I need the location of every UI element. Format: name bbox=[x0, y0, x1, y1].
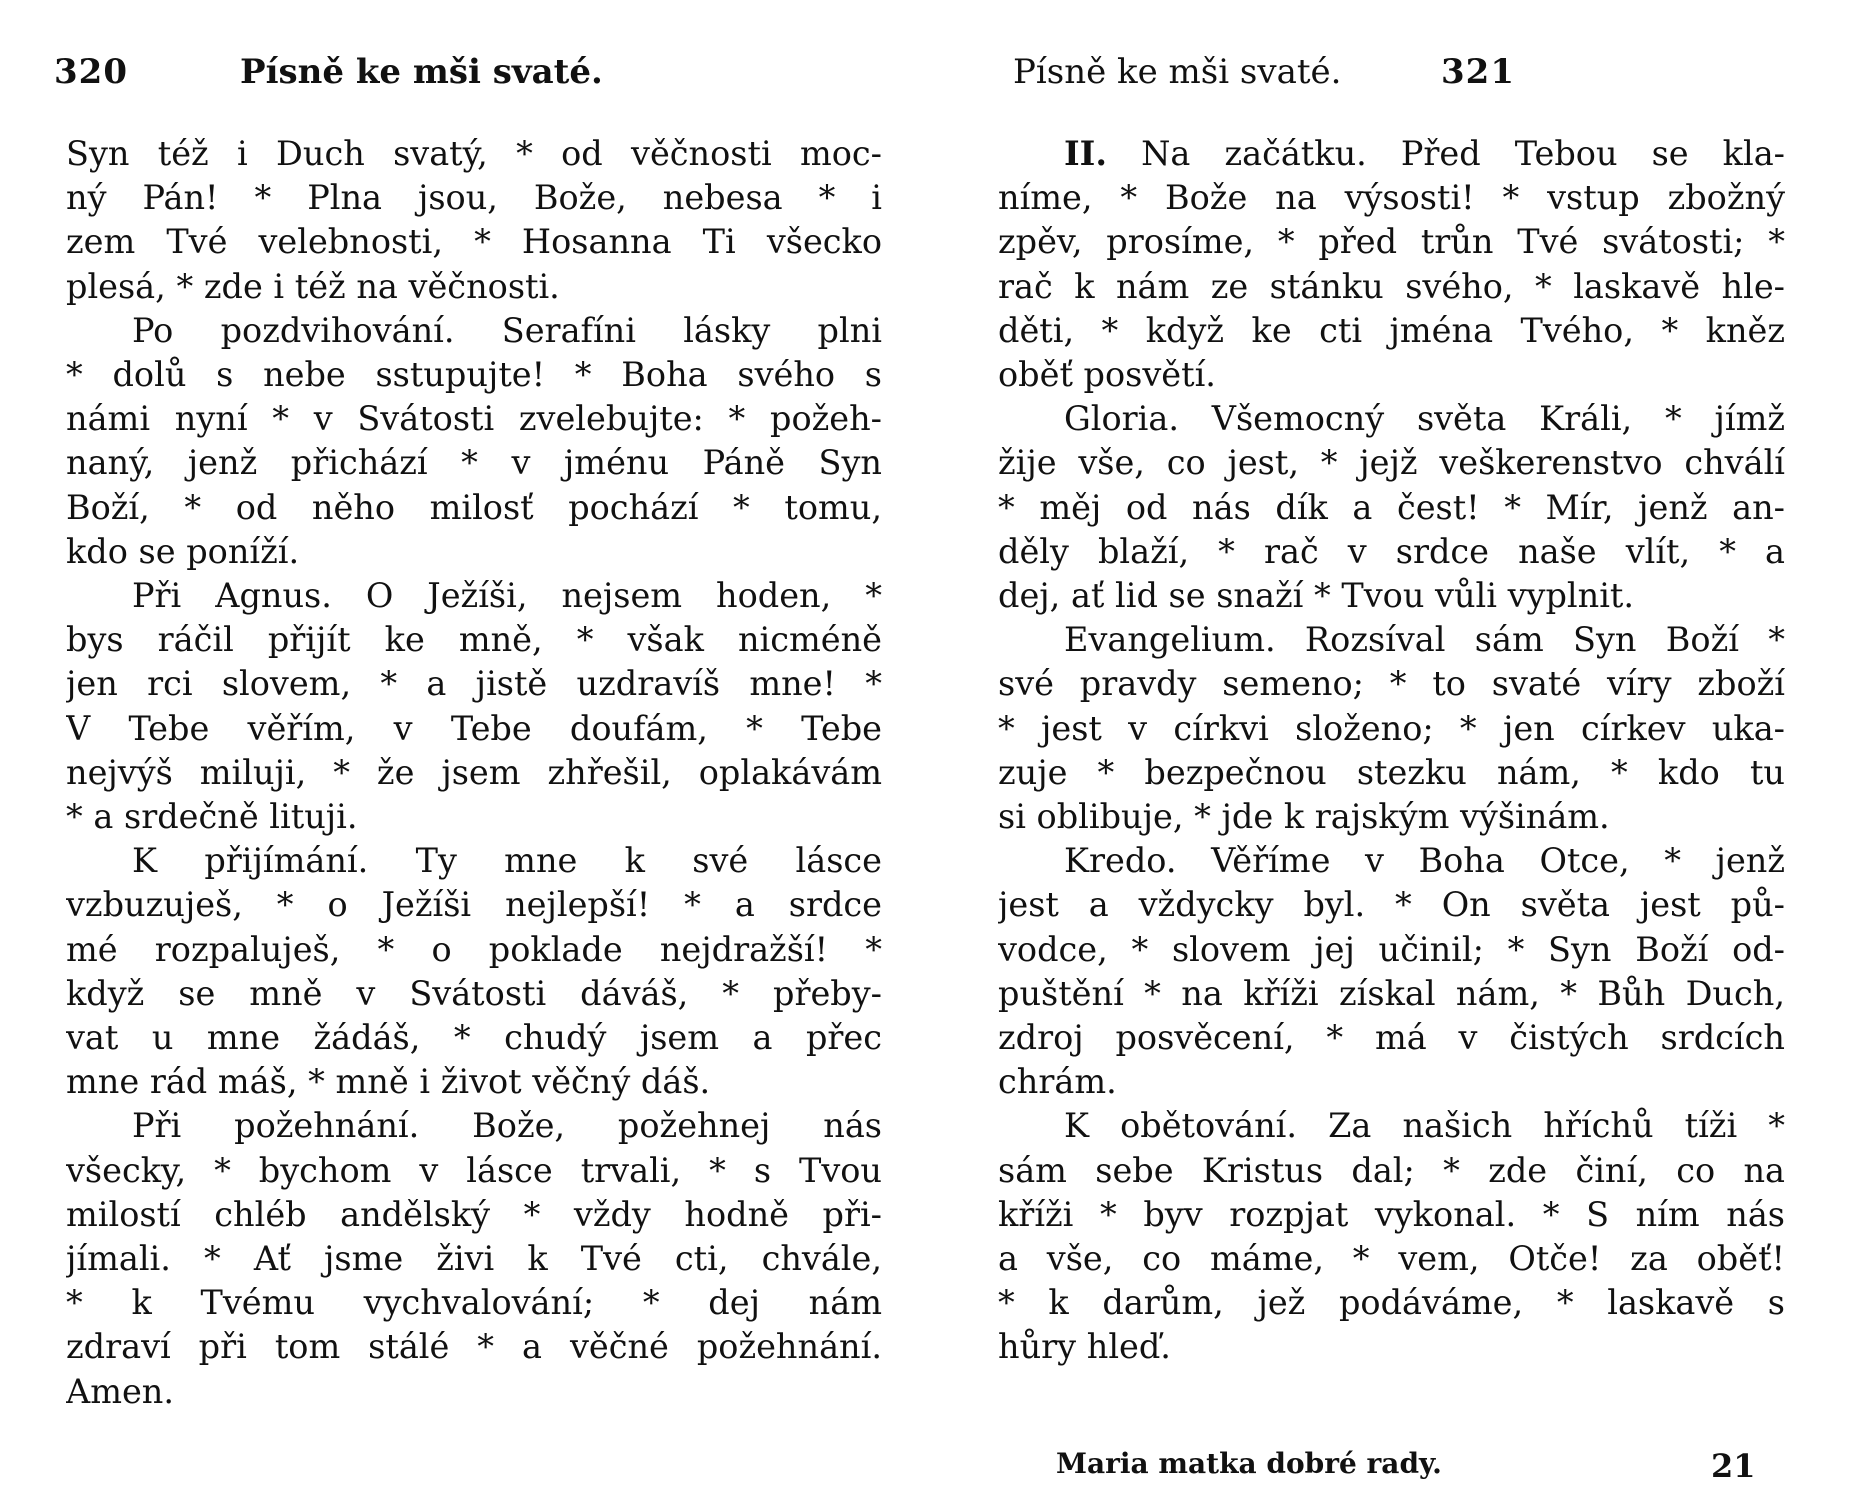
right-page bbox=[931, 0, 1862, 1500]
text-line: žije vše, co jest, * jejž veškerenstvo chválí bbox=[998, 443, 1785, 483]
text-line: * k Tvému vychvalování; * dej nám bbox=[66, 1283, 882, 1323]
text-line: * měj od nás dík a čest! * Mír, jenž an- bbox=[998, 487, 1785, 527]
running-title-left bbox=[240, 52, 603, 92]
text-line: níme, * Bože na výsosti! * vstup zbožný bbox=[998, 178, 1785, 218]
page-number-text: 320 bbox=[54, 52, 128, 92]
text-line: puštění * na kříži získal nám, * Bůh Duch, bbox=[998, 973, 1785, 1013]
text-line: nejvýš miluji, * že jsem zhřešil, oplakávám bbox=[66, 752, 882, 792]
right-text-column bbox=[998, 132, 1785, 1370]
text-line: milostí chléb andělský * vždy hodně při- bbox=[66, 1194, 882, 1234]
text-line: a vše, co máme, * vem, Otče! za oběť! bbox=[998, 1239, 1785, 1279]
text-line: kříži * byv rozpjat vykonal. * S ním nás bbox=[998, 1194, 1785, 1234]
signature-mark-number: 21 bbox=[1711, 1447, 1756, 1485]
text-line: vodce, * slovem jej učinil; * Syn Boží od- bbox=[998, 929, 1785, 969]
text-line: děti, * když ke cti jména Tvého, * kněz bbox=[998, 310, 1785, 350]
text-line: * k darům, jež podáváme, * laskavě s bbox=[998, 1283, 1785, 1323]
text-line: si oblibuje, * jde k rajským výšinám. bbox=[998, 797, 1610, 837]
text-line: zpěv, prosíme, * před trůn Tvé svátosti; * bbox=[998, 222, 1785, 262]
text-line: mé rozpaluješ, * o poklade nejdražší! * bbox=[66, 929, 882, 969]
text-line: K přijímání. Ty mne k své lásce bbox=[132, 841, 882, 881]
text-line: děly blaží, * rač v srdce naše vlít, * a bbox=[998, 531, 1785, 571]
running-title-text: Písně ke mši svaté. bbox=[240, 52, 603, 92]
text-line: * dolů s nebe sstupujte! * Boha svého s bbox=[66, 355, 882, 395]
text-line: mne rád máš, * mně i život věčný dáš. bbox=[66, 1062, 711, 1102]
text-line: jest a vždycky byl. * On světa jest pů- bbox=[998, 885, 1785, 925]
text-line: dej, ať lid se snaží * Tvou vůli vyplnit. bbox=[998, 576, 1635, 616]
text-line: jímali. * Ať jsme živi k Tvé cti, chvále, bbox=[66, 1239, 882, 1279]
text-line: zdraví při tom stálé * a věčné požehnání. bbox=[66, 1327, 882, 1367]
text-line: Při požehnání. Bože, požehnej nás bbox=[132, 1106, 882, 1146]
text-line: ný Pán! * Plna jsou, Bože, nebesa * i bbox=[66, 178, 882, 218]
text-line: Boží, * od něho milosť pochází * tomu, bbox=[66, 487, 882, 527]
text-line: zuje * bezpečnou stezku nám, * kdo tu bbox=[998, 752, 1785, 792]
text-line: II. Na začátku. Před Tebou se kla- bbox=[1064, 134, 1785, 173]
text-line: chrám. bbox=[998, 1062, 1117, 1102]
signature-mark-text: Maria matka dobré rady. bbox=[1056, 1447, 1442, 1480]
text-line: námi nyní * v Svátosti zvelebujte: * požeh- bbox=[66, 399, 882, 439]
text-line: plesá, * zde i též na věčnosti. bbox=[66, 266, 560, 306]
text-line: oběť posvětí. bbox=[998, 355, 1216, 395]
text-line: Evangelium. Rozsíval sám Syn Boží * bbox=[1064, 620, 1785, 660]
text-line: Amen. bbox=[66, 1371, 175, 1411]
text-line: Při Agnus. O Ježíši, nejsem hoden, * bbox=[132, 576, 882, 616]
text-line: zem Tvé velebnosti, * Hosanna Ti všecko bbox=[66, 222, 882, 262]
text-line: Kredo. Věříme v Boha Otce, * jenž bbox=[1064, 841, 1785, 881]
text-line: Gloria. Všemocný světa Králi, * jímž bbox=[1064, 399, 1785, 439]
text-line: * a srdečně lituji. bbox=[66, 797, 358, 837]
text-line: všecky, * bychom v lásce trvali, * s Tvou bbox=[66, 1150, 882, 1190]
text-line: zdroj posvěcení, * má v čistých srdcích bbox=[998, 1018, 1785, 1058]
text-line: bys ráčil přijít ke mně, * však nicméně bbox=[66, 620, 882, 660]
text-line: rač k nám ze stánku svého, * laskavě hle- bbox=[998, 266, 1785, 306]
text-line: své pravdy semeno; * to svaté víry zboží bbox=[998, 664, 1785, 704]
running-title-text: Písně ke mši svaté. bbox=[1013, 52, 1342, 92]
text-line: hůry hleď. bbox=[998, 1327, 1171, 1367]
page-number-left bbox=[54, 52, 128, 92]
running-title-right bbox=[1013, 52, 1341, 92]
left-text-column bbox=[66, 132, 882, 1414]
section-numeral: II. bbox=[1064, 134, 1108, 173]
text-line: když se mně v Svátosti dáváš, * přeby- bbox=[66, 973, 882, 1013]
text-line: naný, jenž přichází * v jménu Páně Syn bbox=[66, 443, 882, 483]
text-line: sám sebe Kristus dal; * zde činí, co na bbox=[998, 1150, 1785, 1190]
text-line: Syn též i Duch svatý, * od věčnosti moc- bbox=[66, 134, 882, 173]
text-line: * jest v církvi složeno; * jen církev uka- bbox=[998, 708, 1785, 748]
text-line: vat u mne žádáš, * chudý jsem a přec bbox=[66, 1018, 882, 1058]
text-line: vzbuzuješ, * o Ježíši nejlepší! * a srdce bbox=[66, 885, 882, 925]
page-number-right bbox=[1441, 52, 1515, 92]
text-line: kdo se poníží. bbox=[66, 531, 300, 571]
text-line: Po pozdvihování. Serafíni lásky plni bbox=[132, 310, 882, 350]
text-line: jen rci slovem, * a jistě uzdravíš mne! * bbox=[66, 664, 882, 704]
text-line: K obětování. Za našich hříchů tíži * bbox=[1064, 1106, 1785, 1146]
text-line: V Tebe věřím, v Tebe doufám, * Tebe bbox=[66, 708, 882, 748]
page-number-text: 321 bbox=[1441, 52, 1515, 92]
